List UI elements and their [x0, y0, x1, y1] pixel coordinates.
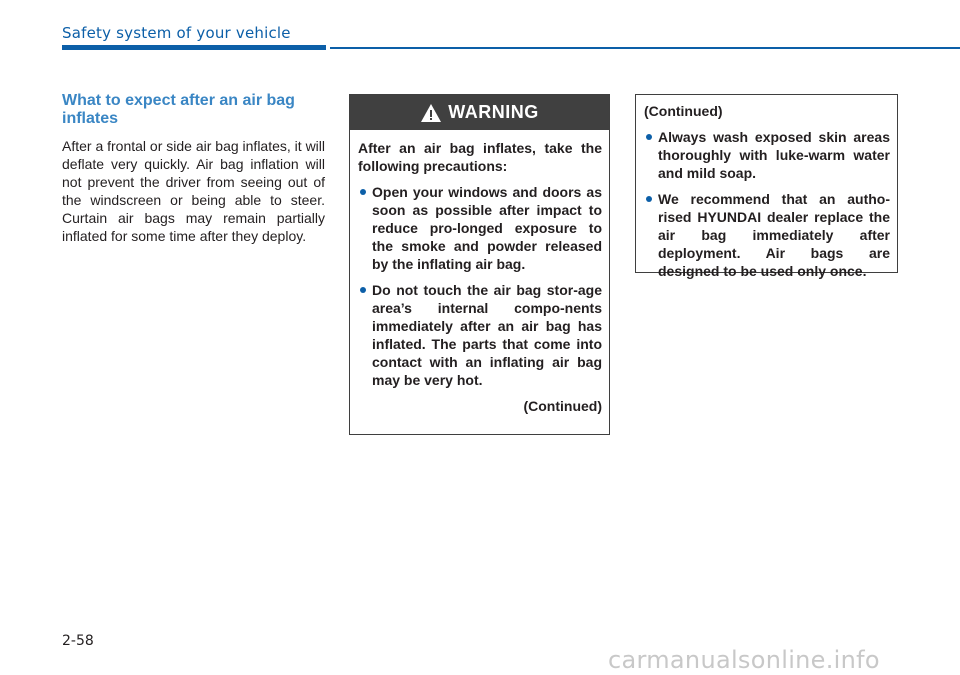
continued-box [635, 94, 898, 279]
warning-box [349, 94, 610, 435]
warning-triangle-icon [420, 103, 442, 123]
continued-label: (Continued) [644, 103, 723, 119]
continued-content [636, 95, 897, 280]
warning-heading: WARNING [448, 102, 539, 122]
header-rule-thick [62, 45, 326, 50]
continued-item: We recommend that an autho-rised HYUNDAI dealer replace the air bag immediately after deployment. Air bags are designed to be used only once. [644, 190, 890, 280]
continued-list [644, 128, 890, 280]
warning-header [350, 95, 609, 130]
section-body: After a frontal or side air bag inflates, it will deflate very quickly. Air bag inflation will not prevent the driver from seeing out of the windscreen or being able to steer. Curtain air bags may remain partially inflated for some time after they deploy. [62, 138, 326, 244]
warning-content [350, 130, 609, 415]
warning-intro: After an air bag inflates, take the following precautions: [358, 140, 602, 174]
warning-list [358, 183, 602, 389]
warning-continued: (Continued) [523, 398, 602, 414]
section-header-title: Safety system of your vehicle [62, 24, 291, 42]
warning-item: Open your windows and doors as soon as possible after impact to reduce pro-longed exposure to the smoke and powder released by the inflating air bag. [358, 183, 602, 273]
section-title: What to expect after an air bag inflates [62, 92, 295, 127]
page-number: 2-58 [62, 633, 94, 649]
left-column [62, 92, 325, 245]
continued-item: Always wash exposed skin areas thoroughly with luke-warm water and mild soap. [644, 128, 890, 182]
watermark: carmanualsonline.info [608, 646, 880, 674]
warning-item: Do not touch the air bag stor-age area’s internal compo-nents immediately after an air bag has inflated. The parts that come into contact with an inflating air bag may be very hot. [358, 281, 602, 389]
header-rule-thin [330, 47, 960, 49]
